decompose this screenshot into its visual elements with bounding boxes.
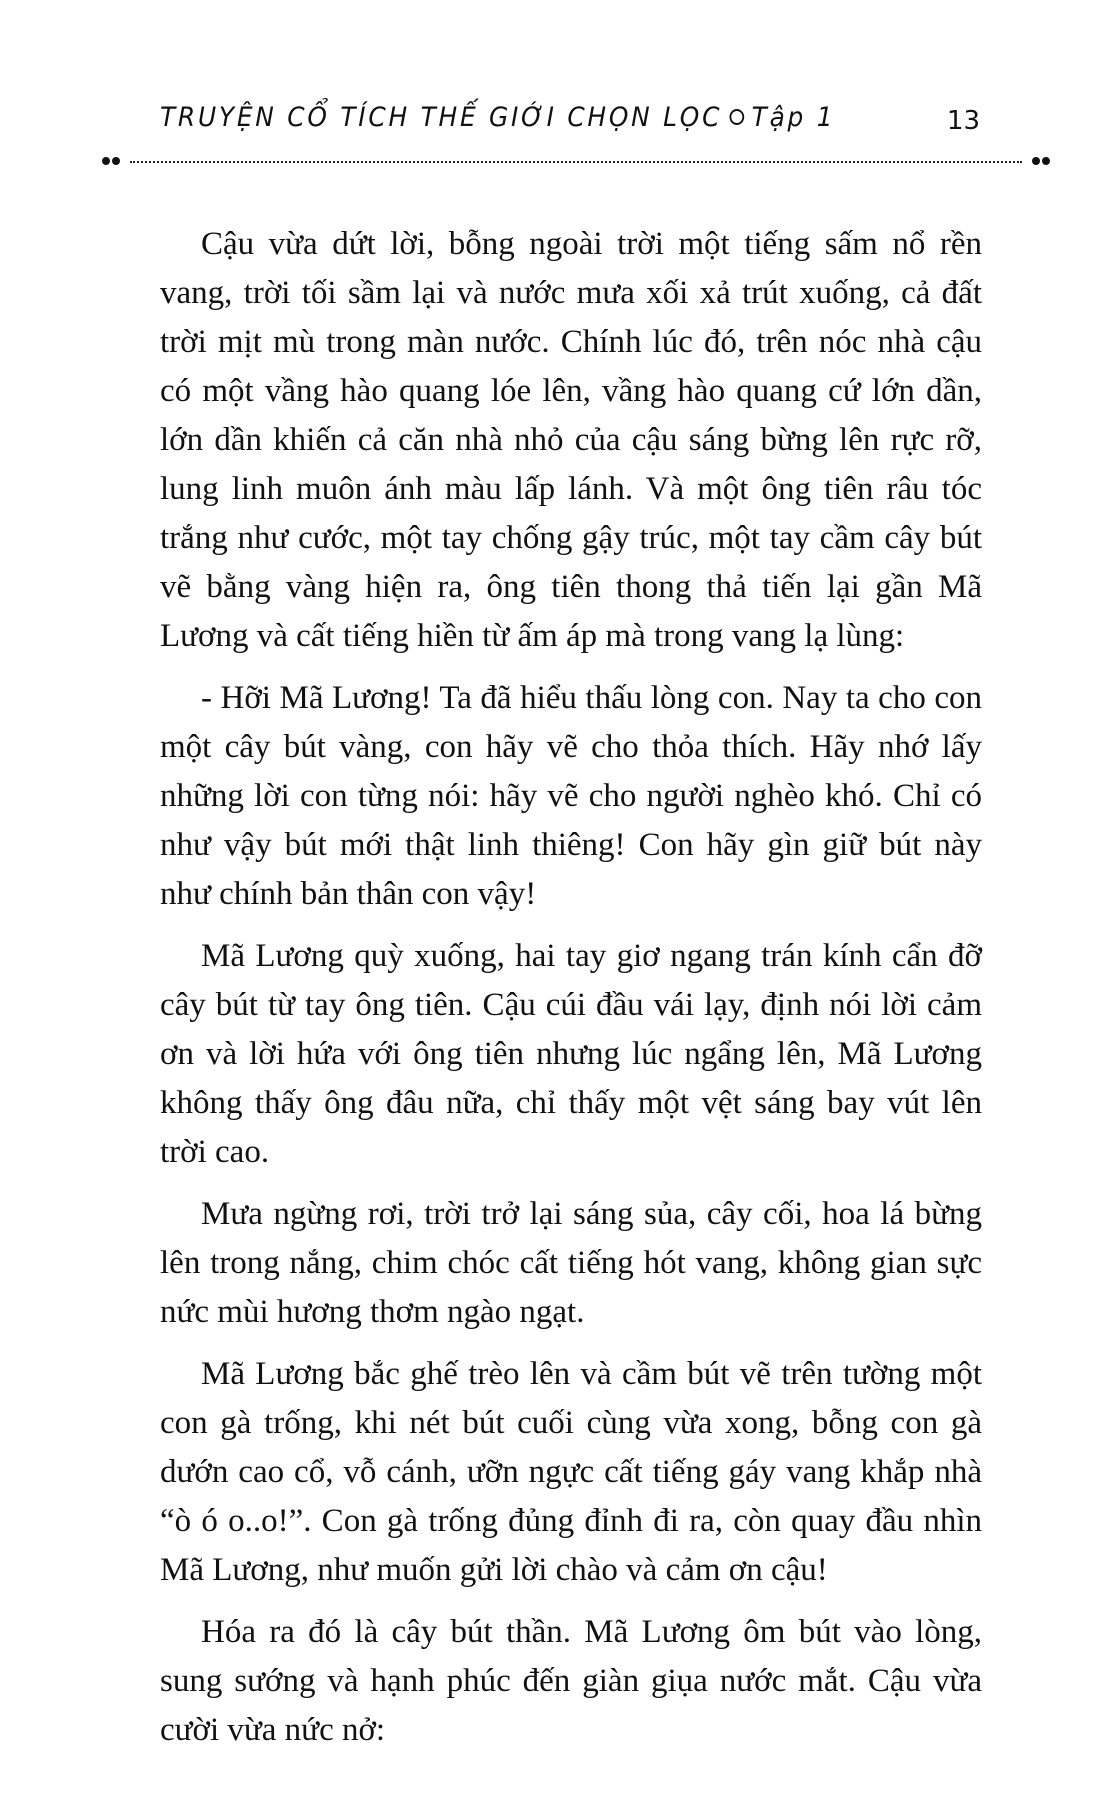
ornament-dot-icon [1032, 157, 1040, 165]
ornament-dot-icon [1042, 157, 1050, 165]
body-text [160, 220, 982, 1768]
paragraph-4: Mưa ngừng rơi, trời trở lại sáng sủa, cây cối, hoa lá bừng lên trong nắng, chim chóc cất tiếng hót vang, không gian sực nức mùi hương thơm ngào ngạt. [160, 1196, 982, 1330]
circle-separator-icon [730, 109, 745, 125]
running-title [160, 102, 835, 133]
paragraph-5: Mã Lương bắc ghế trèo lên và cầm bút vẽ trên tường một con gà trống, khi nét bút cuối cùng vừa xong, bỗng con gà dướn cao cổ, vỗ cánh, ưỡn ngực cất tiếng gáy vang khắp nhà “ò ó o..o!”. Con gà trống đủng đỉnh đi ra, còn quay đầu nhìn Mã Lương, như muốn gửi lời chào và cảm ơn cậu! [160, 1356, 982, 1588]
paragraph-6: Hóa ra đó là cây bút thần. Mã Lương ôm bút vào lòng, sung sướng và hạnh phúc đến giàn giụa nước mắt. Cậu vừa cười vừa nức nở: [160, 1614, 982, 1748]
running-title-volume: Tập 1 [751, 102, 836, 133]
dotted-line [130, 161, 1022, 163]
paragraph-2: - Hỡi Mã Lương! Ta đã hiểu thấu lòng con. Nay ta cho con một cây bút vàng, con hãy vẽ cho thỏa thích. Hãy nhớ lấy những lời con từng nói: hãy vẽ cho người nghèo khó. Chỉ có như vậy bút mới thật linh thiêng! Con hãy gìn giữ bút này như chính bản thân con vậy! [160, 680, 982, 912]
ornament-dot-icon [112, 157, 120, 165]
running-title-series: TRUYỆN CỔ TÍCH THẾ GIỚI CHỌN LỌC [160, 102, 723, 133]
page-number: 13 [946, 106, 980, 136]
paragraph-3: Mã Lương quỳ xuống, hai tay giơ ngang trán kính cẩn đỡ cây bút từ tay ông tiên. Cậu cúi đầu vái lạy, định nói lời cảm ơn và lời hứa với ông tiên nhưng lúc ngẩng lên, Mã Lương không thấy ông đâu nữa, chỉ thấy một vệt sáng bay vút lên trời cao. [160, 938, 982, 1170]
paragraph-1: Cậu vừa dứt lời, bỗng ngoài trời một tiếng sấm nổ rền vang, trời tối sầm lại và nước mưa xối xả trút xuống, cả đất trời mịt mù trong màn nước. Chính lúc đó, trên nóc nhà cậu có một vầng hào quang lóe lên, vầng hào quang cứ lớn dần, lớn dần khiến cả căn nhà nhỏ của cậu sáng bừng lên rực rỡ, lung linh muôn ánh màu lấp lánh. Và một ông tiên râu tóc trắng như cước, một tay chống gậy trúc, một tay cầm cây bút vẽ bằng vàng hiện ra, ông tiên thong thả tiến lại gần Mã Lương và cất tiếng hiền từ ấm áp mà trong vang lạ lùng: [160, 226, 982, 654]
ornament-dot-icon [102, 157, 110, 165]
header-rule [102, 157, 1050, 167]
page-header [160, 102, 980, 152]
